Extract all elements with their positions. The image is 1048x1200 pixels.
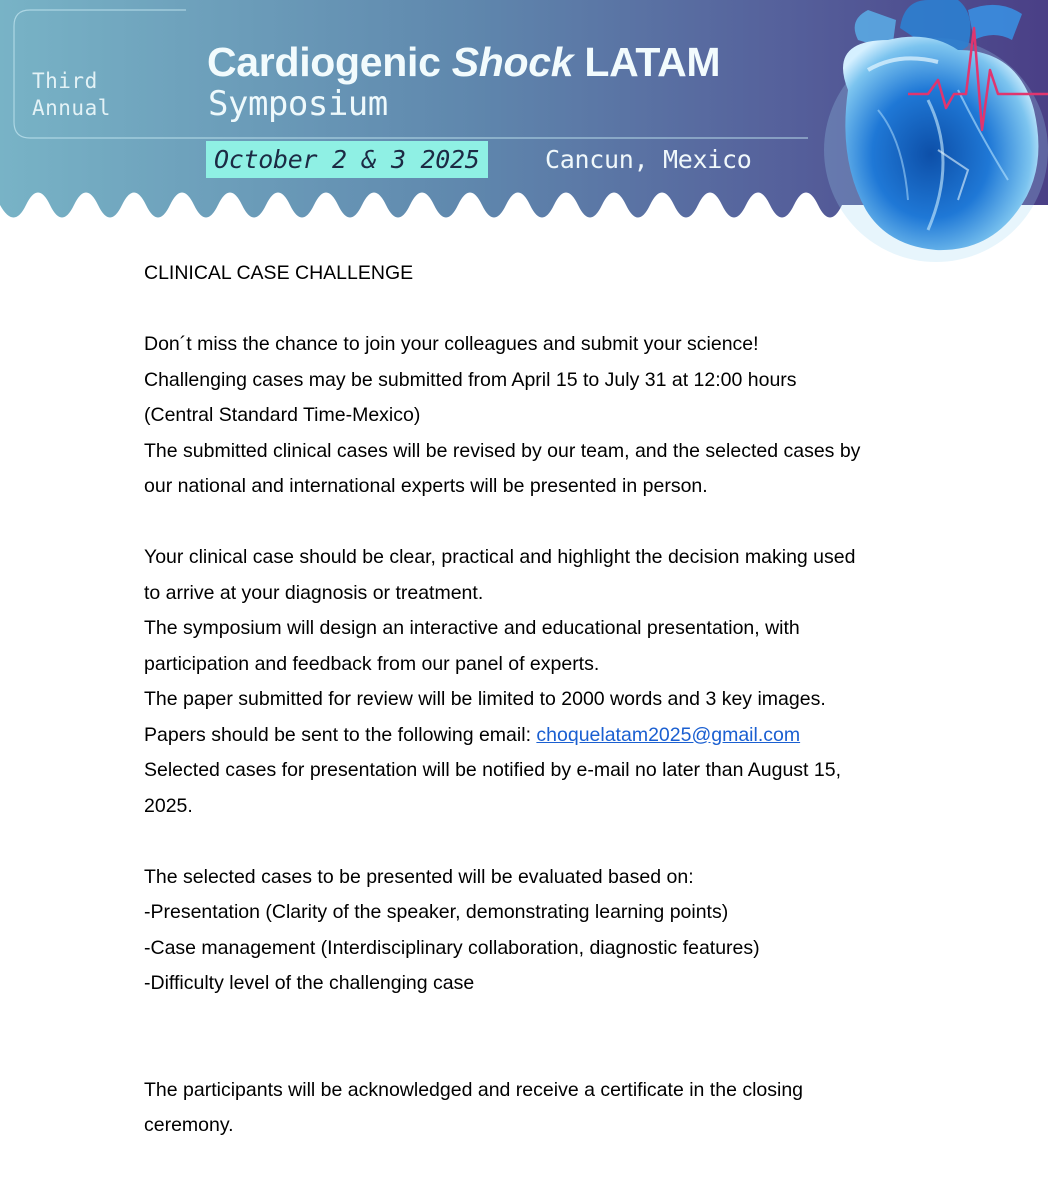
spacer — [144, 1002, 934, 1073]
intro-line: Challenging cases may be submitted from April 15 to July 31 at 12:00 hours — [144, 368, 797, 391]
edition-label — [32, 68, 111, 122]
spacer — [144, 824, 934, 860]
criteria-intro: The selected cases to be presented will be evaluated based on: — [144, 865, 694, 888]
spacer — [144, 505, 934, 541]
event-dates-badge: October 2 & 3 2025 — [206, 141, 488, 178]
event-location: Cancun, Mexico — [545, 145, 752, 174]
intro-line: our national and international experts will be presented in person. — [144, 475, 708, 497]
submission-email-link[interactable]: choquelatam2025@gmail.com — [536, 723, 801, 746]
event-subtitle: Symposium — [208, 84, 388, 124]
guideline-line: The paper submitted for review will be limited to 2000 words and 3 key images. — [144, 688, 826, 710]
event-banner — [0, 0, 1048, 262]
criteria-item: -Difficulty level of the challenging case — [144, 972, 475, 994]
heart-illustration-icon — [808, 0, 1048, 262]
notification-line: Selected cases for presentation will be notified by e-mail no later than August 15, — [144, 759, 841, 781]
title-word-shock: Shock — [451, 39, 574, 85]
closing-line: ceremony. — [144, 1114, 234, 1136]
event-title — [207, 38, 720, 86]
edition-line-1: Third — [32, 69, 98, 93]
intro-line: Don´t miss the chance to join your colleagues and submit your science! — [144, 333, 759, 355]
email-line — [144, 718, 934, 754]
title-word-latam: LATAM — [584, 39, 721, 85]
email-prefix: Papers should be sent to the following email: — [144, 723, 531, 746]
guideline-line: participation and feedback from our panel of experts. — [144, 652, 600, 675]
closing-line: The participants will be acknowledged and receive a certificate in the closing — [144, 1078, 804, 1101]
email-body — [144, 256, 934, 1144]
title-word-cardiogenic: Cardiogenic — [207, 39, 441, 85]
guideline-line: Your clinical case should be clear, practical and highlight the decision making used — [144, 546, 856, 568]
guideline-line: The symposium will design an interactive and educational presentation, with — [144, 617, 800, 639]
intro-line: (Central Standard Time-Mexico) — [144, 404, 421, 426]
spacer — [144, 292, 934, 328]
guideline-line: to arrive at your diagnosis or treatment. — [144, 581, 484, 604]
intro-line: The submitted clinical cases will be revised by our team, and the selected cases by — [144, 439, 861, 462]
notification-line: 2025. — [144, 794, 193, 817]
edition-line-2: Annual — [32, 96, 111, 120]
section-heading: CLINICAL CASE CHALLENGE — [144, 262, 414, 284]
criteria-item: -Presentation (Clarity of the speaker, demonstrating learning points) — [144, 901, 729, 923]
criteria-item: -Case management (Interdisciplinary collaboration, diagnostic features) — [144, 936, 760, 959]
